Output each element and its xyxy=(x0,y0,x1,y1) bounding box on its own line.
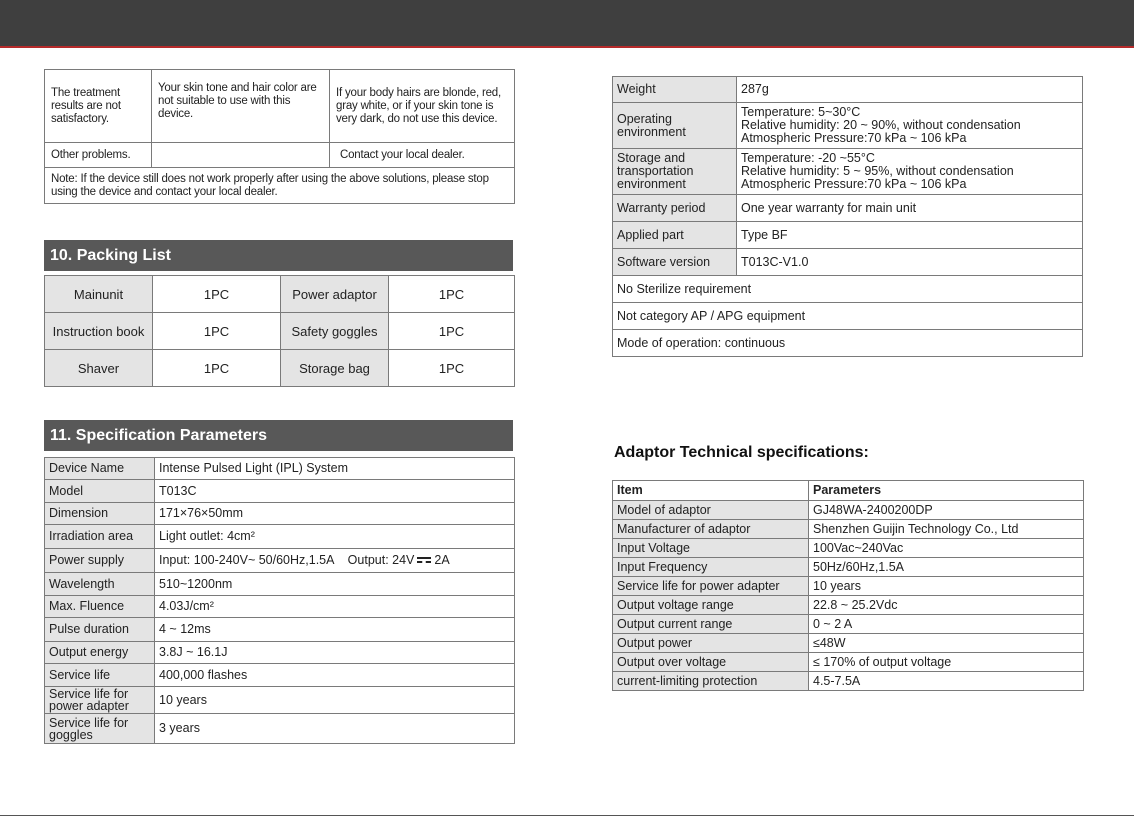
troubleshooting-table xyxy=(44,69,515,204)
table-row xyxy=(45,642,515,664)
spec-value: Temperature: 5~30°C Relative humidity: 20 ~ 90%, without condensation Atmospheric Pressure:70 kPa ~ 106 kPa xyxy=(737,103,1083,149)
spec-label: Storage and transportation environment xyxy=(613,149,737,195)
packing-qty: 1PC xyxy=(389,276,515,313)
table-row xyxy=(45,503,515,525)
spec-label: Model xyxy=(45,480,155,503)
adaptor-value: ≤ 170% of output voltage xyxy=(809,653,1084,672)
adaptor-value: Shenzhen Guijin Technology Co., Ltd xyxy=(809,520,1084,539)
table-row xyxy=(45,480,515,503)
device-spec-table xyxy=(612,76,1083,357)
table-row xyxy=(613,195,1083,222)
adaptor-value: 50Hz/60Hz,1.5A xyxy=(809,558,1084,577)
table-row xyxy=(613,77,1083,103)
adaptor-spec-title: Adaptor Technical specifications: xyxy=(614,444,869,461)
cause-cell: Your skin tone and hair color are not suitable to use with this device. xyxy=(152,70,330,143)
table-row xyxy=(613,634,1084,653)
adaptor-value: GJ48WA-2400200DP xyxy=(809,501,1084,520)
packing-qty: 1PC xyxy=(389,350,515,387)
table-row xyxy=(613,672,1084,691)
adaptor-item: Service life for power adapter xyxy=(613,577,809,596)
spec-label: Max. Fluence xyxy=(45,596,155,618)
spec-label: Service life xyxy=(45,664,155,687)
spec-value: 4 ~ 12ms xyxy=(155,618,515,642)
table-row xyxy=(613,596,1084,615)
table-row xyxy=(45,350,515,387)
adaptor-item: Output voltage range xyxy=(613,596,809,615)
packing-list-heading: 10. Packing List xyxy=(44,240,513,271)
spec-label: Dimension xyxy=(45,503,155,525)
table-row xyxy=(613,303,1083,330)
cause-cell xyxy=(152,143,330,168)
spec-label: Service life for power adapter xyxy=(45,687,155,714)
table-row xyxy=(613,276,1083,303)
adaptor-header-parameters: Parameters xyxy=(809,481,1084,501)
spec-parameters-heading: 11. Specification Parameters xyxy=(44,420,513,451)
solution-cell: If your body hairs are blonde, red, gray white, or if your skin tone is very dark, do not use this device. xyxy=(330,70,515,143)
packing-qty: 1PC xyxy=(389,313,515,350)
table-row xyxy=(613,481,1084,501)
table-row xyxy=(613,558,1084,577)
bottom-divider xyxy=(0,815,1134,816)
adaptor-item: current-limiting protection xyxy=(613,672,809,691)
adaptor-item: Input Frequency xyxy=(613,558,809,577)
spec-label: Service life for goggles xyxy=(45,714,155,744)
table-row xyxy=(45,596,515,618)
spec-value: 10 years xyxy=(155,687,515,714)
adaptor-header-item: Item xyxy=(613,481,809,501)
table-row xyxy=(45,618,515,642)
table-row xyxy=(613,149,1083,195)
table-row xyxy=(613,501,1084,520)
table-row xyxy=(613,539,1084,558)
spec-label: Device Name xyxy=(45,458,155,480)
spec-value: 4.03J/cm² xyxy=(155,596,515,618)
table-row xyxy=(45,525,515,549)
spec-note: No Sterilize requirement xyxy=(613,276,1083,303)
spec-value: Intense Pulsed Light (IPL) System xyxy=(155,458,515,480)
packing-qty: 1PC xyxy=(153,313,281,350)
solution-cell: Contact your local dealer. xyxy=(330,143,515,168)
table-row xyxy=(613,615,1084,634)
table-row xyxy=(613,520,1084,539)
packing-qty: 1PC xyxy=(153,350,281,387)
adaptor-value: 100Vac~240Vac xyxy=(809,539,1084,558)
adaptor-item: Output power xyxy=(613,634,809,653)
spec-label: Pulse duration xyxy=(45,618,155,642)
spec-value: 287g xyxy=(737,77,1083,103)
troubleshooting-note: Note: If the device still does not work properly after using the above solutions, please stop using the device and contact your local dealer. xyxy=(45,168,515,204)
spec-value: Temperature: -20 ~55°C Relative humidity: 5 ~ 95%, without condensation Atmospheric Pressure:70 kPa ~ 106 kPa xyxy=(737,149,1083,195)
table-row xyxy=(613,330,1083,357)
table-row xyxy=(613,653,1084,672)
adaptor-spec-table xyxy=(612,480,1084,691)
adaptor-value: 10 years xyxy=(809,577,1084,596)
spec-value xyxy=(155,549,515,573)
spec-value: 3.8J ~ 16.1J xyxy=(155,642,515,664)
spec-parameters-table xyxy=(44,457,515,744)
table-row xyxy=(45,276,515,313)
spec-value: Type BF xyxy=(737,222,1083,249)
adaptor-item: Input Voltage xyxy=(613,539,809,558)
top-banner xyxy=(0,0,1134,48)
table-row xyxy=(613,577,1084,596)
packing-item: Storage bag xyxy=(281,350,389,387)
spec-label: Power supply xyxy=(45,549,155,573)
table-row xyxy=(45,549,515,573)
problem-cell: Other problems. xyxy=(45,143,152,168)
spec-label: Applied part xyxy=(613,222,737,249)
spec-label: Warranty period xyxy=(613,195,737,222)
table-row xyxy=(613,222,1083,249)
spec-note: Not category AP / APG equipment xyxy=(613,303,1083,330)
dc-symbol-icon xyxy=(417,557,431,565)
spec-value: One year warranty for main unit xyxy=(737,195,1083,222)
adaptor-value: 4.5-7.5A xyxy=(809,672,1084,691)
spec-value: 3 years xyxy=(155,714,515,744)
spec-value: 510~1200nm xyxy=(155,573,515,596)
problem-cell: The treatment results are not satisfactory. xyxy=(45,70,152,143)
spec-note: Mode of operation: continuous xyxy=(613,330,1083,357)
table-row xyxy=(45,687,515,714)
packing-item: Safety goggles xyxy=(281,313,389,350)
adaptor-value: ≤48W xyxy=(809,634,1084,653)
table-row xyxy=(45,143,515,168)
table-row xyxy=(613,249,1083,276)
packing-list-table xyxy=(44,275,515,387)
packing-item: Shaver xyxy=(45,350,153,387)
spec-value: 400,000 flashes xyxy=(155,664,515,687)
table-row xyxy=(45,573,515,596)
adaptor-item: Output over voltage xyxy=(613,653,809,672)
table-row xyxy=(45,168,515,204)
packing-item: Mainunit xyxy=(45,276,153,313)
adaptor-value: 0 ~ 2 A xyxy=(809,615,1084,634)
adaptor-item: Manufacturer of adaptor xyxy=(613,520,809,539)
packing-item: Instruction book xyxy=(45,313,153,350)
spec-label: Weight xyxy=(613,77,737,103)
table-row xyxy=(45,70,515,143)
table-row xyxy=(613,103,1083,149)
packing-qty: 1PC xyxy=(153,276,281,313)
spec-value: T013C-V1.0 xyxy=(737,249,1083,276)
spec-value: T013C xyxy=(155,480,515,503)
table-row xyxy=(45,458,515,480)
power-supply-text: Input: 100-240V~ 50/60Hz,1.5A Output: 24V xyxy=(159,553,415,567)
packing-item: Power adaptor xyxy=(281,276,389,313)
adaptor-item: Model of adaptor xyxy=(613,501,809,520)
spec-label: Wavelength xyxy=(45,573,155,596)
table-row xyxy=(45,714,515,744)
spec-value: Light outlet: 4cm² xyxy=(155,525,515,549)
table-row xyxy=(45,664,515,687)
spec-label: Output energy xyxy=(45,642,155,664)
adaptor-item: Output current range xyxy=(613,615,809,634)
table-row xyxy=(45,313,515,350)
output-current: 2A xyxy=(434,553,450,567)
adaptor-value: 22.8 ~ 25.2Vdc xyxy=(809,596,1084,615)
spec-label: Irradiation area xyxy=(45,525,155,549)
spec-label: Software version xyxy=(613,249,737,276)
spec-label: Operating environment xyxy=(613,103,737,149)
spec-value: 171×76×50mm xyxy=(155,503,515,525)
